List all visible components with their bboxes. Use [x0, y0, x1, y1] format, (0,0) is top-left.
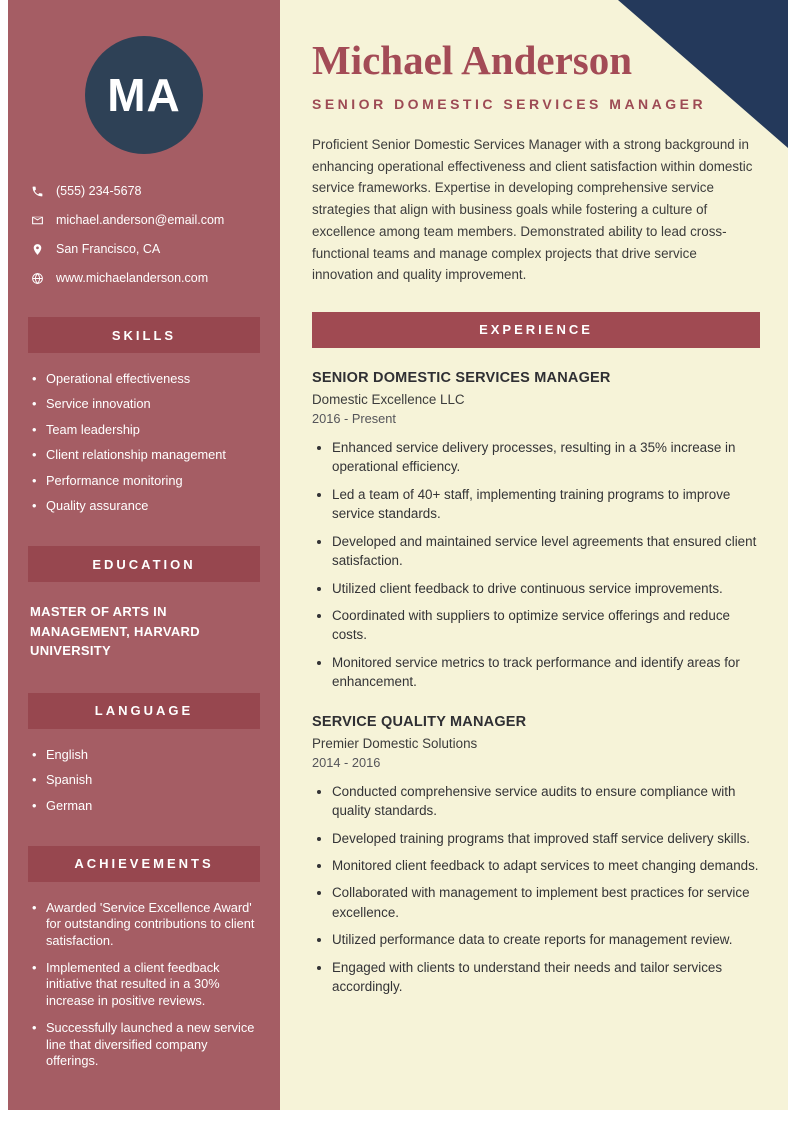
sidebar	[8, 0, 280, 1110]
globe-icon	[30, 271, 44, 285]
skill-item: • Service innovation	[32, 396, 260, 412]
experience-job	[312, 714, 760, 997]
contact-location-text: San Francisco, CA	[56, 242, 161, 256]
achievement-item: • Successfully launched a new service line that diversified company offerings.	[32, 1020, 260, 1069]
job-bullet: • Utilized performance data to create reports for management review.	[332, 930, 760, 949]
mail-icon	[30, 213, 44, 227]
contact-list	[8, 184, 280, 285]
achievement-item: • Implemented a client feedback initiative that resulted in a 30% increase in positive reviews.	[32, 960, 260, 1009]
experience-section-header: EXPERIENCE	[312, 312, 760, 348]
contact-website-text[interactable]: www.michaelanderson.com	[56, 271, 209, 285]
job-bullet: • Monitored client feedback to adapt services to meet changing demands.	[332, 856, 760, 875]
education-section-header: EDUCATION	[28, 546, 260, 582]
skill-item: • Team leadership	[32, 422, 260, 438]
contact-item-website[interactable]	[30, 271, 258, 285]
page-title-name: Michael Anderson	[312, 37, 633, 83]
contact-email-text[interactable]: michael.anderson@email.com	[56, 213, 225, 227]
job-bullet: • Monitored service metrics to track performance and identify areas for enhancement.	[332, 653, 760, 692]
job-company: Premier Domestic Solutions	[312, 735, 478, 751]
headline-title: SENIOR DOMESTIC SERVICES MANAGER	[312, 96, 707, 112]
contact-item-email[interactable]	[30, 213, 258, 227]
job-bullet-list	[312, 438, 760, 692]
job-company: Domestic Excellence LLC	[312, 391, 465, 407]
avatar-initials: MA	[107, 69, 181, 121]
job-bullet: • Collaborated with management to implement best practices for service excellence.	[332, 883, 760, 922]
skills-section-header: SKILLS	[28, 317, 260, 353]
language-section-header: LANGUAGE	[28, 693, 260, 729]
summary-paragraph: Proficient Senior Domestic Services Manager with a strong background in enhancing operational effectiveness and client satisfaction within domestic service frameworks. Expertise in developing comprehensive service strategies that align with business goals while fostering a culture of excellence among team members. Demonstrated ability to lead cross-functional teams and manage complex projects that drive service innovation and quality improvement.	[312, 137, 753, 283]
job-bullet: • Led a team of 40+ staff, implementing training programs to improve service standards.	[332, 485, 760, 524]
contact-phone-text: (555) 234-5678	[56, 184, 142, 198]
achievements-section-header: ACHIEVEMENTS	[28, 846, 260, 882]
job-bullet-list	[312, 782, 760, 997]
job-bullet: • Developed training programs that improved staff service delivery skills.	[332, 829, 760, 848]
job-bullet: • Utilized client feedback to drive continuous service improvements.	[332, 579, 760, 598]
job-dates: 2016 - Present	[312, 410, 396, 426]
job-bullet: • Engaged with clients to understand their needs and tailor services accordingly.	[332, 958, 760, 997]
education-degree: MASTER OF ARTS IN MANAGEMENT, HARVARD UNIVERSITY	[30, 604, 200, 659]
achievement-item: • Awarded 'Service Excellence Award' for outstanding contributions to client satisfaction.	[32, 900, 260, 949]
resume-page	[8, 0, 788, 1110]
language-item: • English	[32, 747, 260, 763]
job-bullet: • Enhanced service delivery processes, resulting in a 35% increase in operational efficiency.	[332, 438, 760, 477]
job-bullet: • Developed and maintained service level agreements that ensured client satisfaction.	[332, 532, 760, 571]
language-list	[8, 747, 280, 814]
language-item: • Spanish	[32, 772, 260, 788]
achievements-list	[8, 900, 280, 1069]
job-dates: 2014 - 2016	[312, 754, 381, 770]
job-role: SERVICE QUALITY MANAGER	[312, 713, 527, 730]
skills-list	[8, 371, 280, 514]
location-pin-icon	[30, 242, 44, 256]
phone-icon	[30, 184, 44, 198]
experience-job	[312, 370, 760, 692]
job-bullet: • Conducted comprehensive service audits to ensure compliance with quality standards.	[332, 782, 760, 821]
avatar	[85, 36, 203, 154]
contact-item-phone	[30, 184, 258, 198]
job-role: SENIOR DOMESTIC SERVICES MANAGER	[312, 369, 611, 386]
skill-item: • Quality assurance	[32, 498, 260, 514]
job-bullet: • Coordinated with suppliers to optimize service offerings and reduce costs.	[332, 606, 760, 645]
language-item: • German	[32, 798, 260, 814]
skill-item: • Operational effectiveness	[32, 371, 260, 387]
skill-item: • Client relationship management	[32, 447, 260, 463]
skill-item: • Performance monitoring	[32, 473, 260, 489]
main-content	[280, 0, 788, 1110]
contact-item-location	[30, 242, 258, 256]
